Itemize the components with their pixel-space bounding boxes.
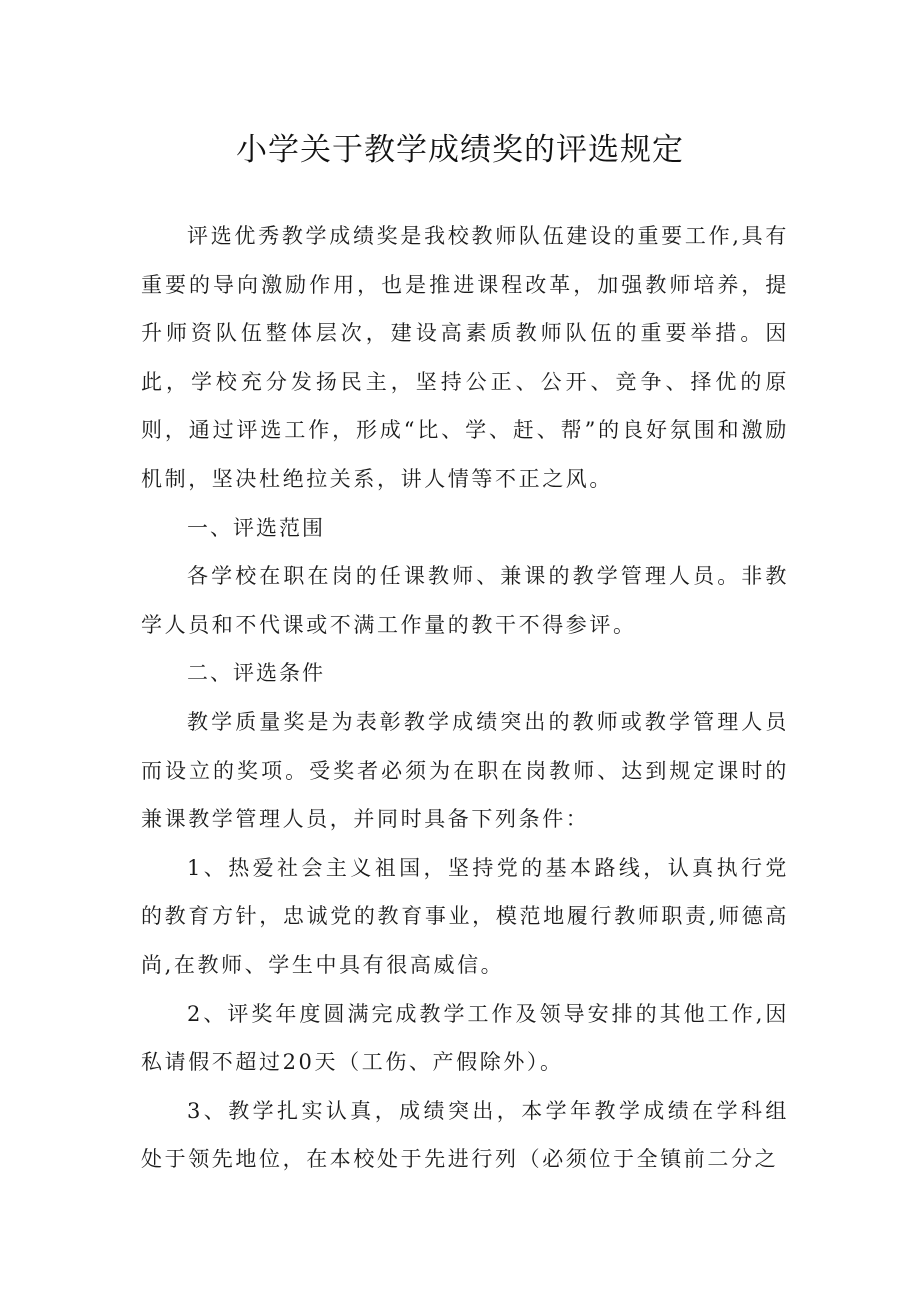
document-body bbox=[141, 212, 789, 1184]
condition-item-2: 2、评奖年度圆满完成教学工作及领导安排的其他工作,因私请假不超过20天（工伤、产假除外）。 bbox=[141, 1001, 789, 1075]
section-heading-scope: 一、评选范围 bbox=[187, 515, 325, 540]
document-title: 小学关于教学成绩奖的评选规定 bbox=[236, 132, 684, 168]
condition-item-3: 3、教学扎实认真，成绩突出，本学年教学成绩在学科组处于领先地位，在本校处于先进行列（必须位于全镇前二分之 bbox=[141, 1098, 789, 1172]
condition-item-1: 1、热爱社会主义祖国，坚持党的基本路线，认真执行党的教育方针，忠诚党的教育事业，模范地履行教师职责,师德高尚,在教师、学生中具有很高威信。 bbox=[141, 855, 789, 977]
section-heading-conditions: 二、评选条件 bbox=[187, 661, 325, 686]
intro-paragraph: 评选优秀教学成绩奖是我校教师队伍建设的重要工作,具有重要的导向激励作用，也是推进课程改革，加强教师培养，提升师资队伍整体层次，建设高素质教师队伍的重要举措。因此，学校充分发扬民主，坚持公正、公开、竞争、择优的原则，通过评选工作，形成“比、学、赶、帮”的良好氛围和激励机制，坚决杜绝拉关系，讲人情等不正之风。 bbox=[141, 224, 789, 491]
conditions-paragraph: 教学质量奖是为表彰教学成绩突出的教师或教学管理人员而设立的奖项。受奖者必须为在职在岗教师、达到规定课时的兼课教学管理人员，并同时具备下列条件： bbox=[141, 709, 789, 832]
scope-paragraph: 各学校在职在岗的任课教师、兼课的教学管理人员。非教学人员和不代课或不满工作量的教干不得参评。 bbox=[141, 564, 789, 637]
